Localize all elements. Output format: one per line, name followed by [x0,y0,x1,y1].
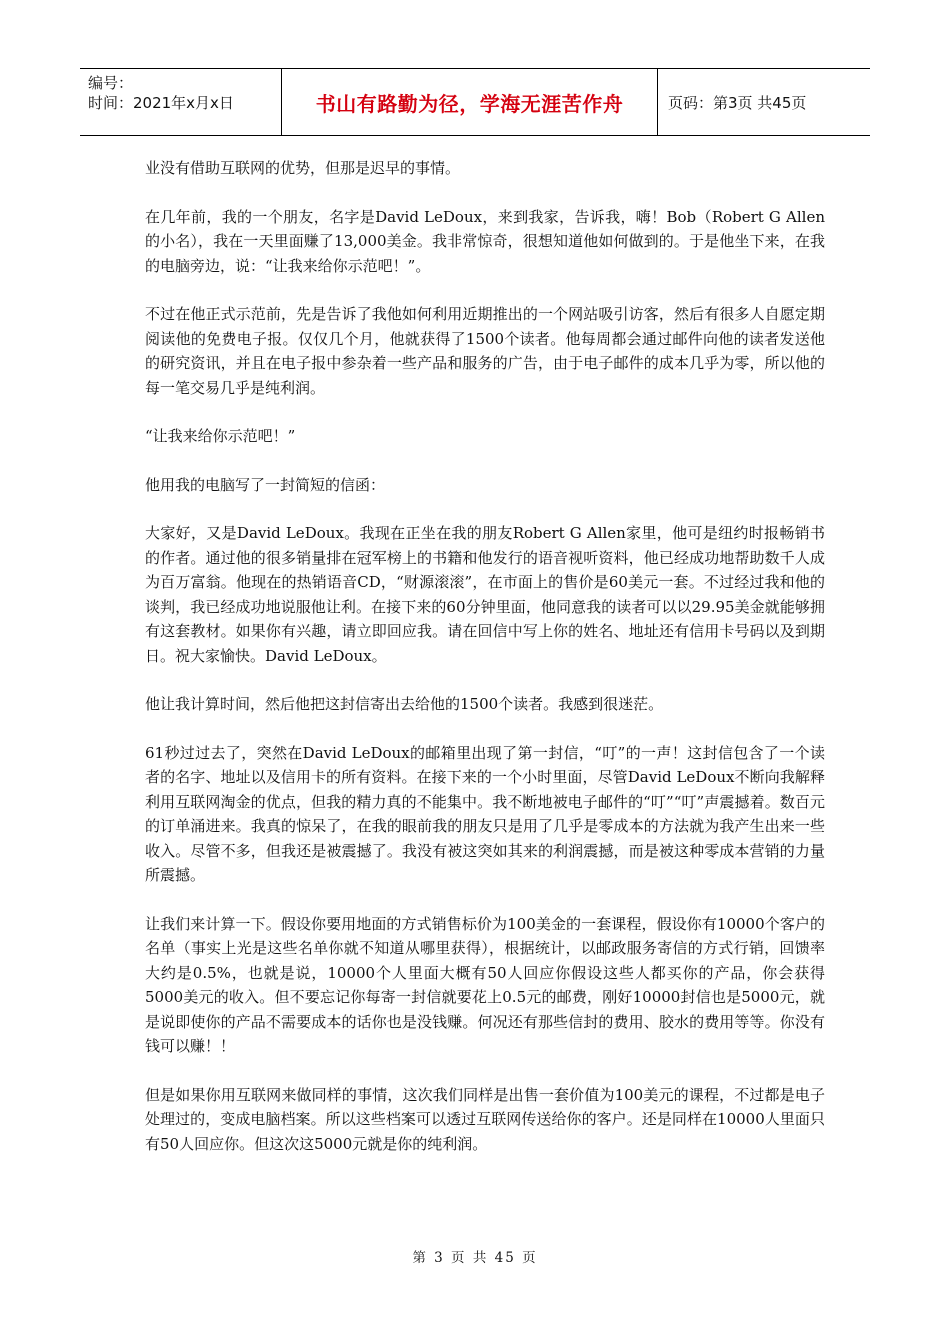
body-paragraph: 业没有借助互联网的优势，但那是迟早的事情。 [145,159,461,177]
page-footer: 第 3 页 共 45 页 [412,1250,538,1266]
body-paragraph: 在几年前，我的一个朋友，名字是David LeDoux，来到我家，告诉我，嗨！Bob（Robert G Allen的小名），我在一天里面赚了13,000美金。我非常惊奇，很想知道他如何做到的。于是他坐下来，在我的电脑旁边，说：“让我来给你示范吧！”。 [145,207,825,275]
body-paragraph: 但是如果你用互联网来做同样的事情，这次我们同样是出售一套价值为100美元的课程，不过都是电子处理过的，变成电脑档案。所以这些档案可以透过互联网传送给你的客户。还是同样在10000人里面只有50人回应你。但这次这5000元就是你的纯利润。 [145,1085,825,1153]
body-paragraph: 他让我计算时间，然后他把这封信寄出去给他的1500个读者。我感到很迷茫。 [145,695,664,713]
body-paragraph: 不过在他正式示范前，先是告诉了我他如何利用近期推出的一个网站吸引访客，然后有很多人自愿定期阅读他的免费电子报。仅仅几个月，他就获得了1500个读者。他每周都会通过邮件向他的读者发送他的研究资讯，并且在电子报中参杂着一些产品和服务的广告，由于电子邮件的成本几乎为零，所以他的每一笔交易几乎是纯利润。 [145,305,825,397]
body-paragraph: 61秒过过去了，突然在David LeDoux的邮箱里出现了第一封信，“叮”的一声！这封信包含了一个读者的名字、地址以及信用卡的所有资料。在接下来的一个小时里面，尽管David LeDoux不断向我解释利用互联网淘金的优点，但我的精力真的不能集中。我不断地被电子邮件的“叮”“叮”声震撼着。数百元的订单涌进来。我真的惊呆了，在我的眼前我的朋友只是用了几乎是零成本的方法就为我产生出来一些收入。尽管不多，但我还是被震撼了。我没有被这突如其来的利润震撼，而是被这种零成本营销的力量所震撼。 [145,743,825,884]
document-body [145,156,825,1180]
document-number-label: 编号： [88,74,134,92]
document-header [80,68,870,136]
body-paragraph: 大家好，又是David LeDoux。我现在正坐在我的朋友Robert G Allen家里，他可是纽约时报畅销书的作者。通过他的很多销量排在冠军榜上的书籍和他发行的语音视听资料，他已经成功地帮助数千人成为百万富翁。他现在的热销语音CD，“财源滚滚”，在市面上的售价是60美元一套。不过经过我和他的谈判，我已经成功地说服他让利。在接下来的60分钟里面，他同意我的读者可以以29.95美金就能够拥有这套教材。如果你有兴趣，请立即回应我。请在回信中写上你的姓名、地址还有信用卡号码以及到期日。祝大家愉快。David LeDoux。 [145,524,825,665]
header-motto: 书山有路勤为径，学海无涯苦作舟 [282,69,658,135]
header-page-info: 页码：第3页 共45页 [668,93,807,112]
body-paragraph: 他用我的电脑写了一封简短的信函： [145,475,386,494]
header-meta-cell [80,69,282,135]
body-paragraph: “让我来给你示范吧！” [145,427,296,445]
document-date-label: 时间：2021年x月x日 [88,94,234,112]
body-paragraph: 让我们来计算一下。假设你要用地面的方式销售标价为100美金的一套课程，假设你有10000个客户的名单（事实上光是这些名单你就不知道从哪里获得），根据统计，以邮政服务寄信的方式行销，回馈率大约是0.5%，也就是说，10000个人里面大概有50人回应你假设这些人都买你的产品，你会获得5000美元的收入。但不要忘记你每寄一封信就要花上0.5元的邮费，刚好10000封信也是5000元，就是说即使你的产品不需要成本的话你也是没钱赚。何况还有那些信封的费用、胶水的费用等等。你没有钱可以赚！！ [145,914,825,1055]
